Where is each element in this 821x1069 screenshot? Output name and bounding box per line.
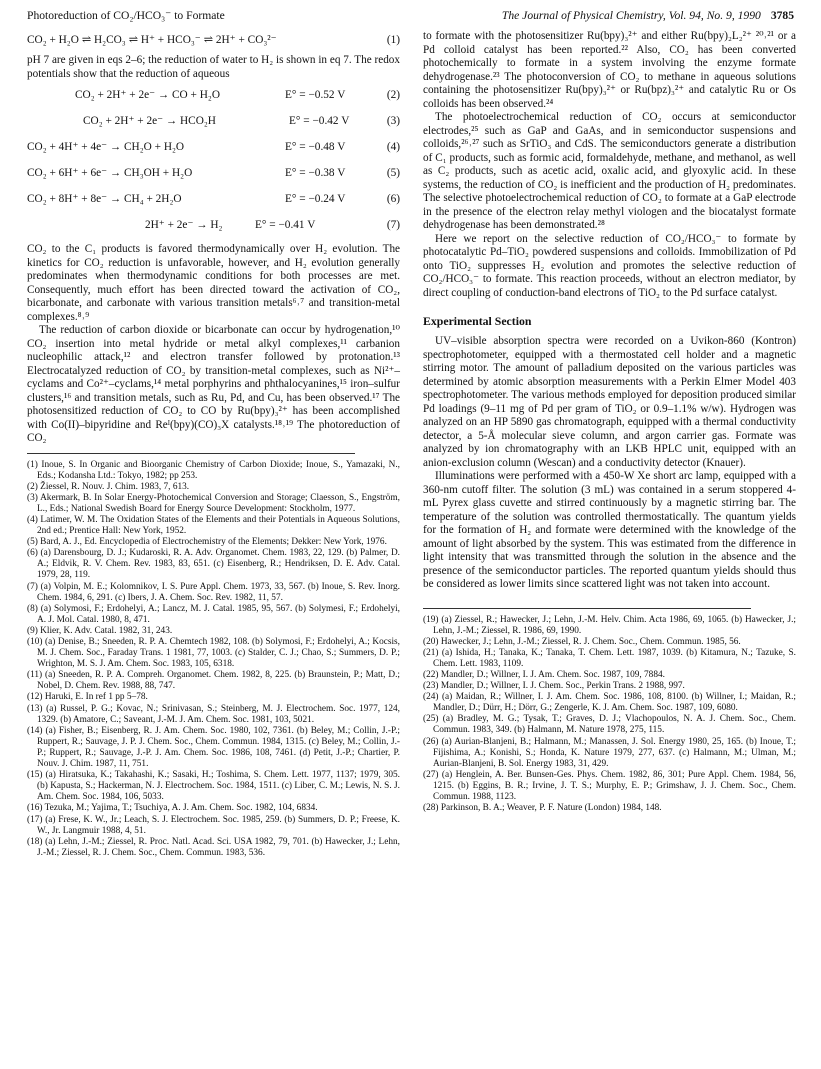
- equation-4: [27, 137, 400, 157]
- reference-list-right: [423, 615, 796, 815]
- paragraph: CO₂ to the C₁ products is favored thermodynamically over H₂ evolution. The kinetics for CO₂ reduction is unfavorable, however, and H₂ evolution generally predominates when thermodynamic conditions for both processes are met. Consequently, much effort has been directed toward the activation of CO₂, bicarbonate, and carbonate with various transition metals⁶˒⁷ and transition-metal complexes.⁸˒⁹: [27, 243, 400, 323]
- section-heading: Experimental Section: [423, 314, 532, 328]
- journal-citation: [502, 8, 794, 24]
- reference: (13) (a) Russel, P. G.; Kovac, N.; Srinivasan, S.; Steinberg, M. J. Electrochem. Soc. 1977, 124, 1329. (b) Amatore, C.; Saveant, J.-M. J. Am. Chem. Soc. 1981, 103, 5021.: [27, 703, 400, 725]
- equation-1: [27, 30, 400, 50]
- reference: (24) (a) Maidan, R.; Willner, I. J. Am. Chem. Soc. 1986, 108, 8100. (b) Willner, I.; Maidan, R.; Mandler, D.; Dürr, H.; Dörr, G.; Zengerle, K. J. Am. Chem. Soc. 1987, 109, 6080.: [423, 692, 796, 714]
- equation-number: (2): [386, 89, 400, 101]
- equation-expression: 2H⁺ + 2e⁻ → H₂: [145, 219, 223, 231]
- reference: (10) (a) Denise, B.; Sneeden, R. P. A. Chemtech 1982, 108. (b) Solymosi, F.; Erdohelyi, A.; Kocsis, M. J. Chem. Soc., Faraday Trans. 1 1981, 77, 1003. (c) Stalder, C. J.; Chao, S.; Summers, D. P.; Wrighton, M. S. J. Am. Chem. Soc. 1983, 105, 6318.: [27, 637, 400, 670]
- journal-name: The Journal of Physical Chemistry, Vol. 94, No. 9, 1990: [501, 9, 761, 22]
- equation-7: [27, 215, 400, 235]
- paragraph: to formate with the photosensitizer Ru(bpy)₃²⁺ and either Ru(bpy)₂L₂²⁺ ²⁰˒²¹ or a Pd colloid catalyst has been reported.²² Also, CO₂ has been converted photochemically to formate in a system involving the enzyme formate dehydrogenase.²³ The photoconversion of CO₂ to methane in aqueous solutions containing the photosensitizer Ru(bpy)₃²⁺ or Ru(bpz)₃²⁺ and catalytic Ru or Os colloids has been observed.²⁴: [423, 30, 796, 110]
- reference: (6) (a) Darensbourg, D. J.; Kudaroski, R. A. Adv. Organomet. Chem. 1983, 22, 129. (b) Palmer, D. A.; Eldvik, R. V. Chem. Rev. 1983, 83, 651. (c) Eisenberg, R.; Hendriksen, D. E. Adv. Catal. 1979, 28, 119.: [27, 548, 400, 581]
- reference: (5) Bard, A. J., Ed. Encyclopedia of Electrochemistry of the Elements; Dekker: New York, 1976.: [27, 537, 387, 548]
- paragraph: Illuminations were performed with a 450-W Xe short arc lamp, equipped with a 360-nm cutoff filter. The solution (3 mL) was contained in a serum stoppered 4-mL Pyrex glass cuvette and stirred continuously by a magnetic stirring bar. The temperature of the solution was controlled thermostatically. The quantum yields for the formation of H₂ and formate were determined with the knowledge of the amount of light absorbed by the system. This was estimated from the difference in light intensity that was transmitted through the solution in the absence and the presence of the semiconductor particles. The reported quantum yields should thus be considered as lower limits since scattered light was not taken into account.: [423, 470, 796, 590]
- equation-3: [27, 111, 400, 131]
- equation-5: [27, 163, 400, 183]
- reference: (16) Tezuka, M.; Yajima, T.; Tsuchiya, A. J. Am. Chem. Soc. 1982, 104, 6834.: [27, 803, 318, 814]
- reference: (18) (a) Lehn, J.-M.; Ziessel, R. Proc. Natl. Acad. Sci. USA 1982, 79, 701. (b) Hawecker, J.; Lehn, J.-M.; Ziessel, R. J. Chem. Soc., Chem. Commun. 1983, 536.: [27, 836, 400, 858]
- equation-potential: E° = −0.38 V: [285, 167, 346, 179]
- reference: (11) (a) Sneeden, R. P. A. Compreh. Organomet. Chem. 1982, 8, 225. (b) Braunstein, P.; Matt, D.; Nobel, D. Chem. Rev. 1988, 88, 747.: [27, 670, 400, 692]
- equation-expression: CO₂ + H₂O ⇌ H₂CO₃ ⇌ H⁺ + HCO₃⁻ ⇌ 2H⁺ + CO₃²⁻: [27, 34, 277, 46]
- running-title: Photoreduction of CO₂/HCO₃⁻ to Formate: [27, 9, 225, 22]
- reference: (26) (a) Aurian-Blanjeni, B.; Halmann, M.; Manassen, J. Sol. Energy 1980, 25, 165. (b) Inoue, T.; Fijishima, A.; Konishi, S.; Honda, K. Nature 1979, 277, 637. (c) Halmann, M.; Ulman, M.; Aurian-Blanjeni, B. Sol. Energy 1983, 31, 429.: [423, 736, 796, 769]
- paragraph: The photoelectrochemical reduction of CO₂ occurs at semiconductor electrodes,²⁵ such as GaP and GaAs, and in semiconductor suspensions and colloids,²⁶˒²⁷ such as SrTiO₃ and CdS. The semiconductors generate a distribution of C₁ products, such as formic acid, formaldehyde, methane, and methanol, as well as C₂ products, such as acetic acid, oxalic acid, and glyoxylic acid. In these systems, the reduction of CO₂ is inefficient and the production of H₂ predominates. The selective photoelectrochemical reduction of CO₂ to formate at a GaP electrode in the presence of the electron relay methyl viologen and the biocatalyst formate dehydrogenase has been demonstrated.²⁸: [423, 111, 796, 231]
- equation-expression: CO₂ + 4H⁺ + 4e⁻ → CH₂O + H₂O: [27, 141, 185, 153]
- equation-potential: E° = −0.52 V: [285, 89, 346, 101]
- reference: (28) Parkinson, B. A.; Weaver, P. F. Nature (London) 1984, 148.: [423, 803, 662, 814]
- equation-number: (6): [386, 193, 400, 205]
- footnote-rule: [423, 608, 751, 609]
- equation-potential: E° = −0.48 V: [285, 141, 346, 153]
- equation-potential: E° = −0.42 V: [289, 115, 350, 127]
- equation-number: (3): [386, 115, 400, 127]
- reference: (9) Klier, K. Adv. Catal. 1982, 31, 243.: [27, 625, 173, 636]
- right-column: [423, 30, 796, 814]
- reference: (27) (a) Henglein, A. Ber. Bunsen-Ges. Phys. Chem. 1982, 86, 301; Pure Appl. Chem. 1984, 56, 1215. (b) Eggins, B. R.; Irvine, J. T. S.; Murphy, E. P.; Grimshaw, J. J. Chem. Soc., Chem. Commun. 1988, 1123.: [423, 769, 796, 802]
- running-header: [27, 8, 794, 24]
- equation-expression: CO₂ + 8H⁺ + 8e⁻ → CH₄ + 2H₂O: [27, 193, 182, 205]
- reference-list-left: [27, 460, 400, 859]
- equation-potential: E° = −0.24 V: [285, 193, 346, 205]
- reference: (3) Akermark, B. In Solar Energy-Photochemical Conversion and Storage; Claesson, S., Engström, L., Eds.; National Swedish Board for Energy Source Development: Stockholm, 1977.: [27, 492, 400, 514]
- reference: (1) Inoue, S. In Organic and Bioorganic Chemistry of Carbon Dioxide; Inoue, S., Yamazaki, N., Eds.; Kodansha Ltd.: Tokyo, 1982; pp 253.: [27, 459, 400, 481]
- left-column: [27, 30, 400, 859]
- reference: (15) (a) Hiratsuka, K.; Takahashi, K.; Sasaki, H.; Toshima, S. Chem. Lett. 1977, 1137; 1979, 305. (b) Kapusta, S.; Hackerman, N. J. Electrochem. Soc. 1984, 1511. (c) Liber, C. M.; Lewis, N. S. J. Am. Chem. Soc. 1984, 106, 5033.: [27, 770, 400, 803]
- equation-number: (7): [386, 219, 400, 231]
- reference: (22) Mandler, D.; Willner, I. J. Am. Chem. Soc. 1987, 109, 7884.: [423, 669, 665, 680]
- equation-expression: CO₂ + 2H⁺ + 2e⁻ → CO + H₂O: [75, 89, 220, 101]
- reference: (20) Hawecker, J.; Lehn, J.-M.; Ziessel, R. J. Chem. Soc., Chem. Commun. 1985, 56.: [423, 636, 741, 647]
- page-number: 3785: [770, 9, 794, 22]
- reference: (21) (a) Ishida, H.; Tanaka, K.; Tanaka, T. Chem. Lett. 1987, 1039. (b) Kitamura, N.; Tazuke, S. Chem. Lett. 1983, 1109.: [423, 647, 796, 669]
- paragraph: pH 7 are given in eqs 2–6; the reduction of water to H₂ is shown in eq 7. The redox potentials show that the reduction of aqueous: [27, 54, 400, 80]
- paragraph: Here we report on the selective reduction of CO₂/HCO₃⁻ to formate by photocatalytic Pd–TiO₂ powdered suspensions and colloids. Immobilization of Pd onto TiO₂ suppresses H₂ evolution and promotes the selective reduction of CO₂/HCO₃⁻ to formate. This reaction proceeds, without an electron mediator, by direct coupling of conduction-band electrons of TiO₂ to the Pd surface catalyst.: [423, 232, 796, 299]
- equation-number: (1): [386, 34, 400, 46]
- reference: (2) Žiessel, R. Nouv. J. Chim. 1983, 7, 613.: [27, 481, 190, 492]
- reference: (4) Latimer, W. M. The Oxidation States of the Elements and their Potentials in Aqueous Solutions, 2nd ed.; Prentice Hall: New York, 1952.: [27, 514, 400, 537]
- reference: (25) (a) Bradley, M. G.; Tysak, T.; Graves, D. J.; Vlachopoulos, N. A. J. Chem. Soc., Chem. Commun. 1983, 349. (b) Halmann, M. Nature 1978, 275, 115.: [423, 714, 796, 736]
- equation-expression: CO₂ + 6H⁺ + 6e⁻ → CH₃OH + H₂O: [27, 167, 193, 179]
- paragraph: The reduction of carbon dioxide or bicarbonate can occur by hydrogenation,¹⁰ CO₂ insertion into metal hydride or metal alkyl complexes,¹¹ carbanion nucleophilic attack,¹² and electron transfer followed by protonation.¹³ Electrocatalyzed reduction of CO₂ by transition-metal complexes, such as Ni²⁺–cyclams and Co²⁺–cyclams,¹⁴ metal porphyrins and phthalocyanines,¹⁵ iron–sulfur clusters,¹⁶ and transition metals, such as Ru, Pd, and Cu, has been observed.¹⁷ The photosensitized reduction of CO₂ to CO by Ru(bpy)₃²⁺ has been accomplished with Co(II)–bipyridine and Reᴵ(bpy)(CO)₃X catalysts.¹⁸˒¹⁹ The photoreduction of CO₂: [27, 324, 400, 444]
- footnote-rule: [27, 453, 355, 454]
- reference: (12) Haruki, E. In ref 1 pp 5–78.: [27, 692, 148, 703]
- equation-6: [27, 189, 400, 209]
- reference: (14) (a) Fisher, B.; Eisenberg, R. J. Am. Chem. Soc. 1980, 102, 7361. (b) Beley, M.; Collin, J.-P.; Ruppert, R.; Sauvage, J. P. J. Chem. Soc., Chem. Commun. 1984, 1315. (c) Beley, M.; Collin, J.-P.; Ruppert, R.; Sauvage, J.-P. J. Am. Chem. Soc. 1986, 108, 7461. (d) Petit, J.-P.; Chartier, P. Nouv. J. Chim. 1987, 11, 751.: [27, 725, 400, 770]
- reference: (19) (a) Ziessel, R.; Hawecker, J.; Lehn, J.-M. Helv. Chim. Acta 1986, 69, 1065. (b) Hawecker, J.; Lehn, J.-M.; Ziessel, R. 1986, 69, 1990.: [423, 614, 796, 636]
- reference: (7) (a) Volpin, M. E.; Kolomnikov, I. S. Pure Appl. Chem. 1973, 33, 567. (b) Inoue, S. Rev. Inorg. Chem. 1984, 6, 291. (c) Ibers, J. A. Chem. Soc. Rev. 1982, 11, 57.: [27, 581, 400, 603]
- equation-number: (4): [386, 141, 400, 153]
- equation-potential: E° = −0.41 V: [255, 219, 316, 231]
- reference: (17) (a) Frese, K. W., Jr.; Leach, S. J. Electrochem. Soc. 1985, 259. (b) Summers, D. P.; Freese, K. W., Jr. Langmuir 1988, 4, 51.: [27, 814, 400, 836]
- paragraph: UV–visible absorption spectra were recorded on a Uvikon-860 (Kontron) spectrophotometer, equipped with a thermostated cell holder and a magnetic stirring motor. The amount of palladium deposited on the various particles was determined by atomic absorption measurements with a Perkin Elmer Model 403 spectrophotometer. The various methods employed for deposition produced similar Pd loadings (9–11 mg of Pd per gram of TiO₂ or 0.9–1.1% w/w). Hydrogen was analyzed on an HP 5890 gas chromatograph, equipped with a thermal conductivity detector, a 5-Å molecular sieve column, and argon carrier gas. Formate was analyzed by ion chromatography with an LKB HPLC unit, equipped with an anion-exclusion column (Wescan) and a conductivity detector (Knauer).: [423, 335, 796, 469]
- equation-2: [27, 85, 400, 105]
- reference: (8) (a) Solymosi, F.; Erdohelyi, A.; Lancz, M. J. Catal. 1985, 95, 567. (b) Solymesi, F.; Erdohelyi, A. J. Mol. Catal. 1980, 8, 471.: [27, 603, 400, 625]
- equation-number: (5): [386, 167, 400, 179]
- equation-expression: CO₂ + 2H⁺ + 2e⁻ → HCO₂H: [83, 115, 216, 127]
- reference: (23) Mandler, D.; Willner, I. J. Chem. Soc., Perkin Trans. 2 1988, 997.: [423, 681, 685, 692]
